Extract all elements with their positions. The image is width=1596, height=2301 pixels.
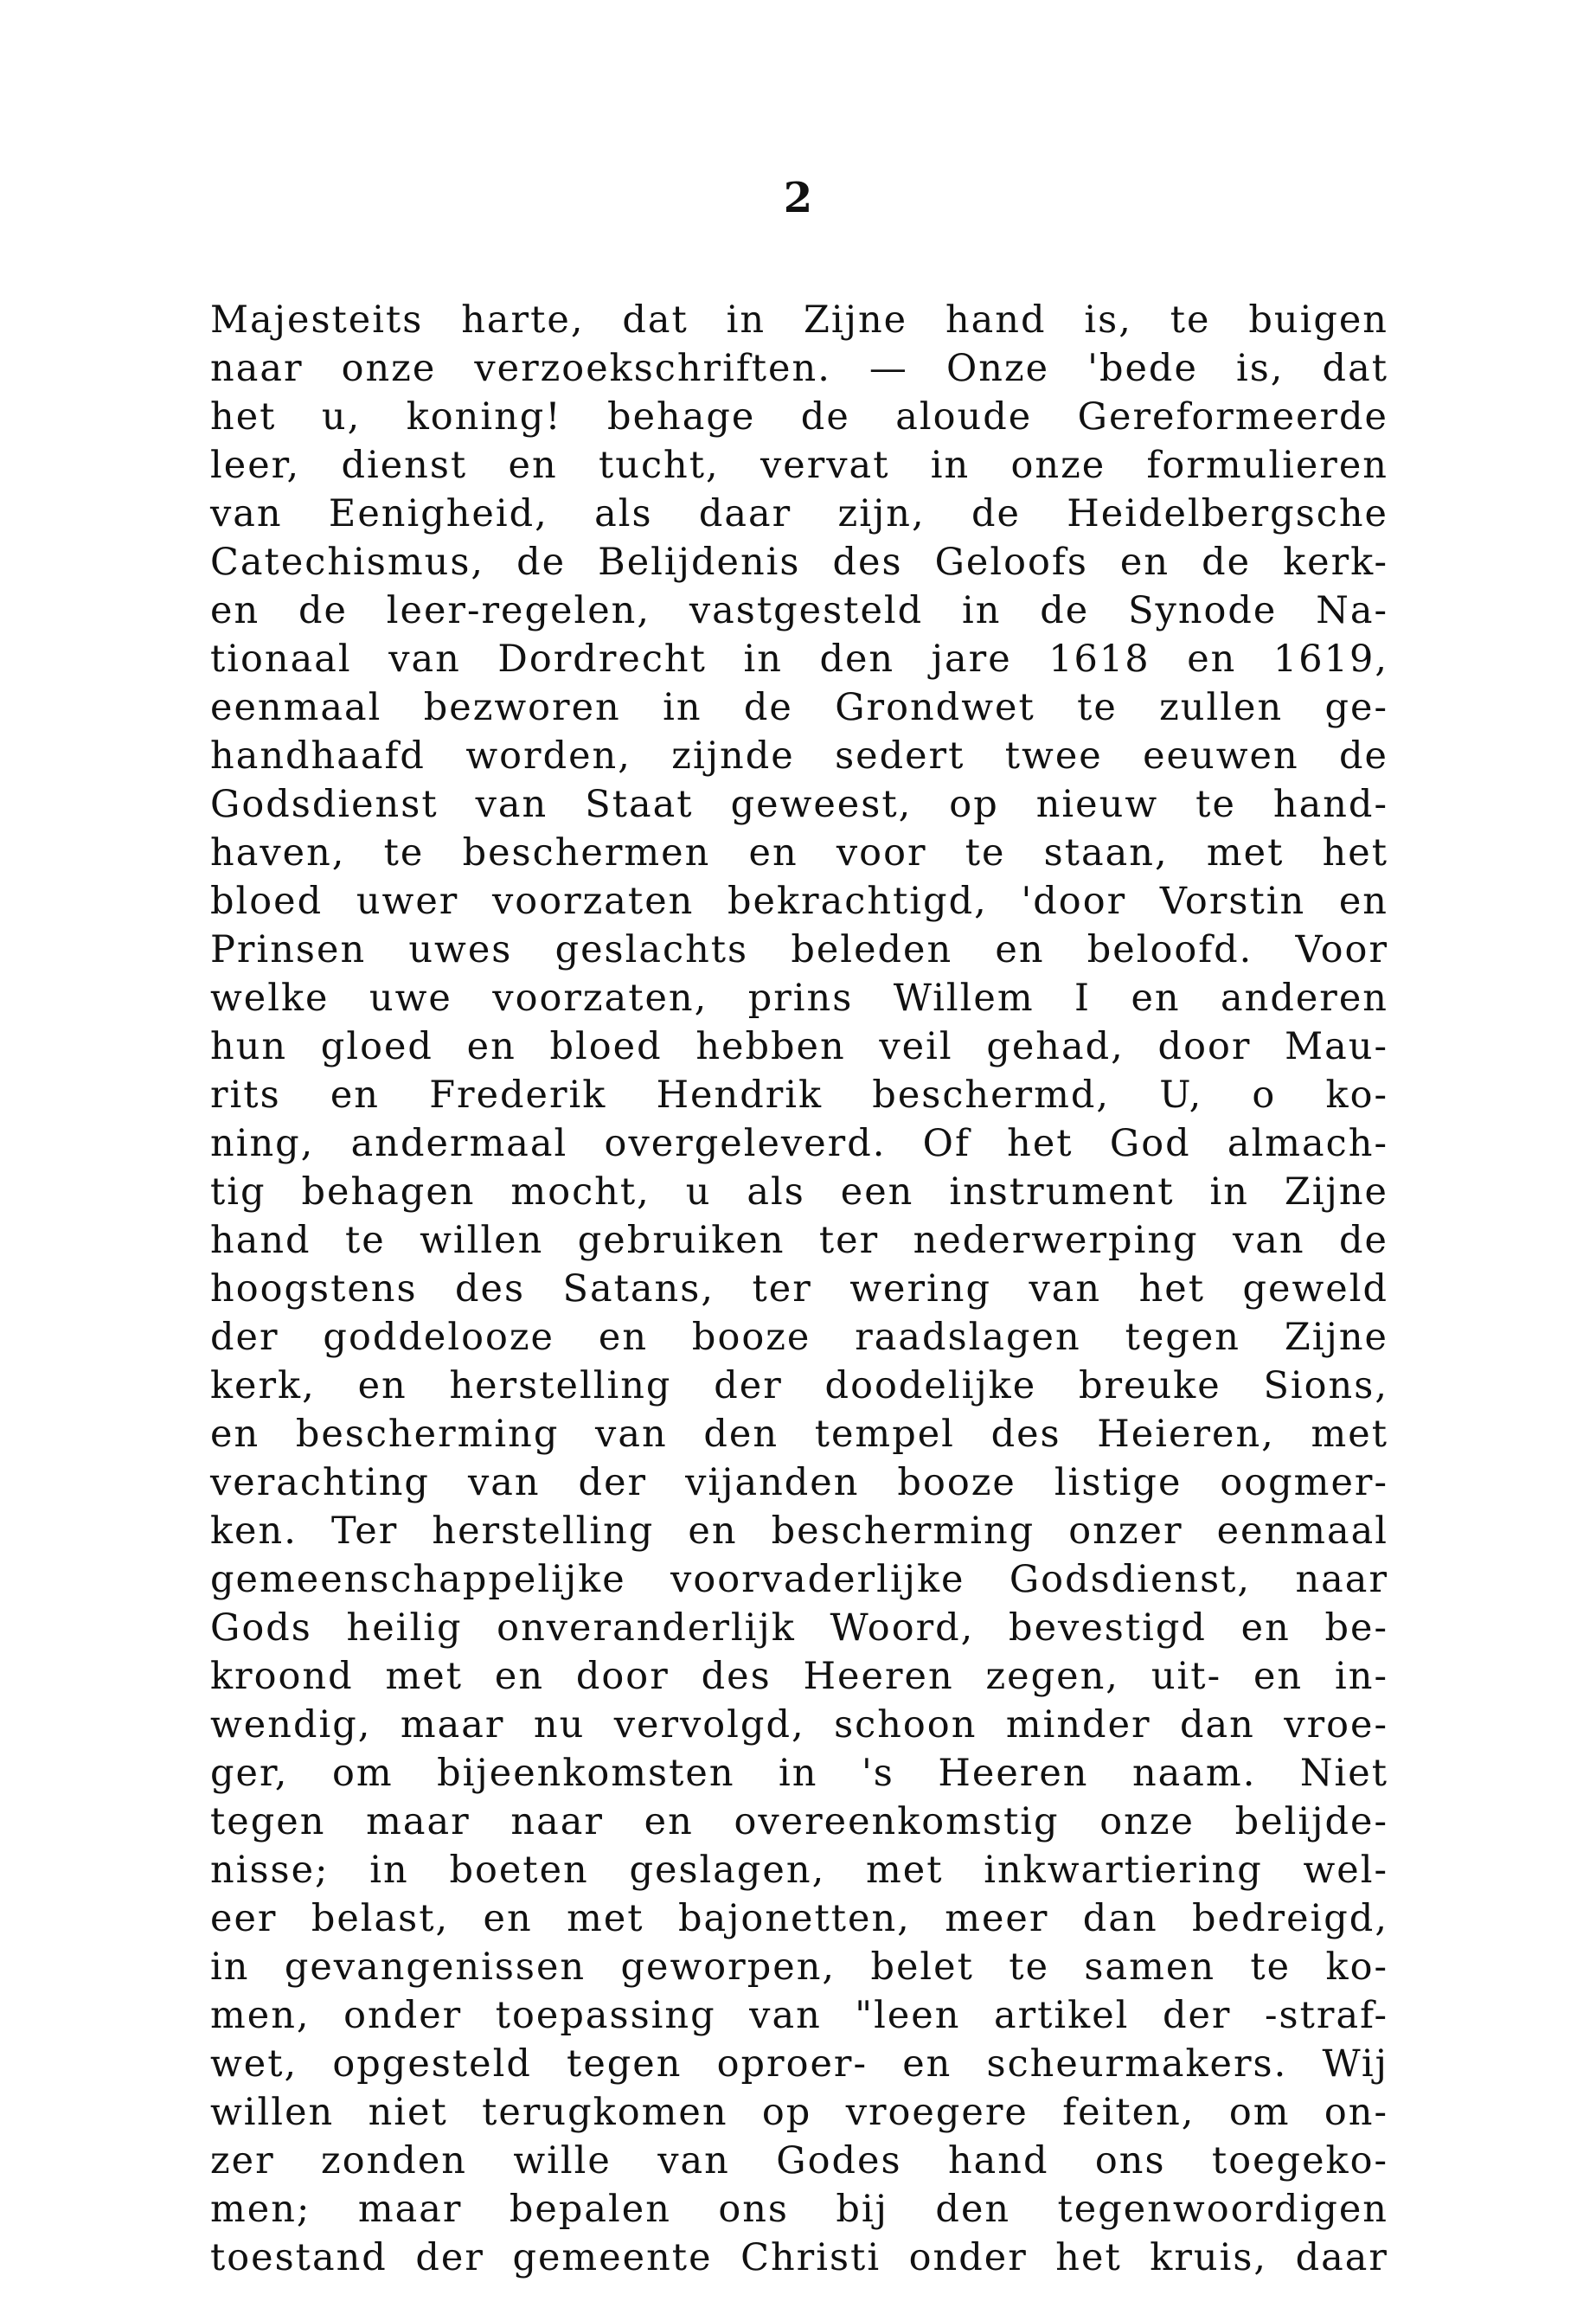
text-line: ning, andermaal overgeleverd. Of het God almach- [210,1122,1388,1165]
text-line: hoogstens des Satans, ter wering van het geweld [210,1267,1388,1311]
text-line: welke uwe voorzaten, prins Willem I en anderen [210,977,1388,1020]
text-line: verachting van der vijanden booze listige oogmer- [210,1461,1388,1504]
text-line: en de leer-regelen, vastgesteld in de Synode Na- [210,589,1388,632]
text-line: Catechismus, de Belijdenis des Geloofs en de kerk- [210,541,1388,584]
text-line: men, onder toepassing van "leen artikel der -straf- [210,1994,1388,2037]
text-line: Majesteits harte, dat in Zijne hand is, te buigen [210,298,1388,342]
text-line: der goddelooze en booze raadslagen tegen Zijne [210,1316,1388,1359]
text-line: naar onze verzoekschriften. — Onze 'bede is, dat [210,347,1388,390]
text-line: Gods heilig onveranderlijk Woord, bevestigd en be- [210,1606,1388,1650]
text-line: tionaal van Dordrecht in den jare 1618 en 1619, [210,638,1388,681]
text-line: Prinsen uwes geslachts beleden en beloofd. Voor [210,928,1388,971]
text-line: nisse; in boeten geslagen, met inkwartiering wel- [210,1849,1388,1892]
text-line: wet, opgesteld tegen oproer- en scheurmakers. Wij [210,2042,1388,2086]
page-number: 2 [783,174,813,222]
text-line: eenmaal bezworen in de Grondwet te zullen ge- [210,686,1388,729]
text-line: toestand der gemeente Christi onder het kruis, daar [210,2236,1388,2279]
text-line: leer, dienst en tucht, vervat in onze formulieren [210,444,1388,487]
text-line: kroond met en door des Heeren zegen, uit- en in- [210,1655,1388,1698]
text-line: men; maar bepalen ons bij den tegenwoordigen [210,2188,1388,2231]
text-line: gemeenschappelijke voorvaderlijke Godsdienst, naar [210,1558,1388,1601]
text-line: tegen maar naar en overeenkomstig onze belijde- [210,1800,1388,1843]
text-line: eer belast, en met bajonetten, meer dan bedreigd, [210,1897,1388,1940]
text-line: haven, te beschermen en voor te staan, met het [210,831,1388,875]
text-line: handhaafd worden, zijnde sedert twee eeuwen de [210,734,1388,778]
text-line: hun gloed en bloed hebben veil gehad, door Mau- [210,1025,1388,1068]
text-line: wendig, maar nu vervolgd, schoon minder dan vroe- [210,1703,1388,1747]
text-line: van Eenigheid, als daar zijn, de Heidelbergsche [210,492,1388,535]
text-line: en bescherming van den tempel des Heieren, met [210,1413,1388,1456]
text-line: in gevangenissen geworpen, belet te samen te ko- [210,1945,1388,1989]
text-line: bloed uwer voorzaten bekrachtigd, 'door Vorstin en [210,880,1388,923]
text-line: Godsdienst van Staat geweest, op nieuw te hand- [210,783,1388,826]
text-line: hand te willen gebruiken ter nederwerping van de [210,1219,1388,1262]
text-line: zer zonden wille van Godes hand ons toegeko- [210,2139,1388,2182]
text-line: kerk, en herstelling der doodelijke breuke Sions, [210,1364,1388,1407]
text-line: tig behagen mocht, u als een instrument in Zijne [210,1170,1388,1214]
body-text [210,296,1388,2282]
text-line: rits en Frederik Hendrik beschermd, U, o ko- [210,1074,1388,1117]
text-line: ger, om bijeenkomsten in 's Heeren naam. Niet [210,1752,1388,1795]
text-line: ken. Ter herstelling en bescherming onzer eenmaal [210,1509,1388,1553]
text-line: willen niet terugkomen op vroegere feiten, om on- [210,2091,1388,2134]
text-line: het u, koning! behage de aloude Gereformeerde [210,395,1388,439]
